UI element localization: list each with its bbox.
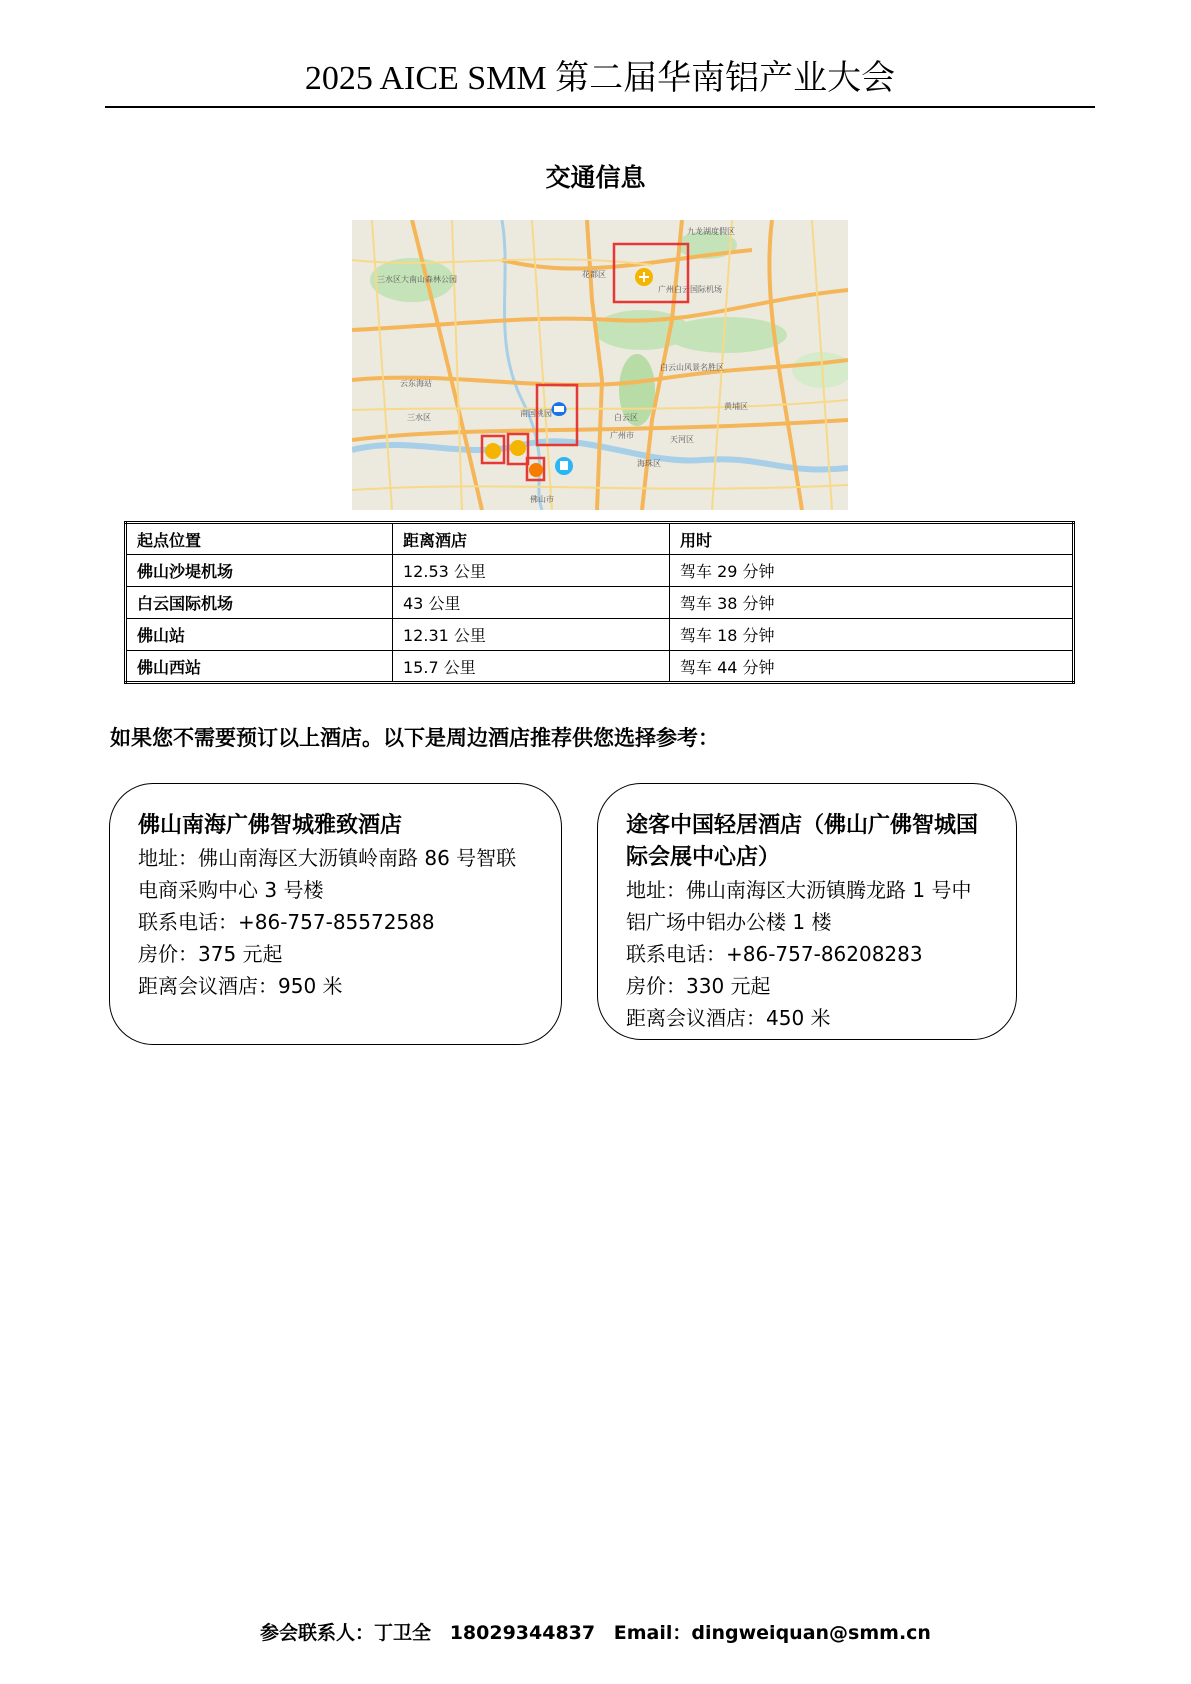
table-cell-origin: 佛山西站 [126, 651, 393, 683]
recommend-intro: 如果您不需要预订以上酒店。以下是周边酒店推荐供您选择参考： [110, 726, 719, 750]
map-label-tianhe: 天河区 [670, 435, 694, 444]
metro-glyph [560, 461, 568, 470]
map-park [667, 317, 787, 353]
hotel-address: 地址：佛山南海区大沥镇岭南路 86 号智联电商采购中心 3 号楼 [138, 846, 517, 902]
footer-contact [0, 1618, 1191, 1645]
table-cell-distance: 12.31 公里 [393, 619, 670, 651]
document-title: 2025 AICE SMM 第二届华南铝产业大会 [304, 60, 896, 97]
hotel-phone: 联系电话：+86-757-86208283 [626, 942, 923, 966]
table-cell-distance: 15.7 公里 [393, 651, 670, 683]
map-label-huadu: 花都区 [582, 270, 606, 279]
map-label-foshan: 佛山市 [530, 495, 554, 504]
table-cell-distance: 43 公里 [393, 587, 670, 619]
hotel-card [109, 783, 562, 1045]
table-header-row [126, 523, 1074, 555]
map-label-yunxi: 云东海站 [400, 379, 432, 388]
map-label-baiyun-mountain: 白云山风景名胜区 [660, 363, 724, 372]
table-cell-time: 驾车 44 分钟 [670, 651, 1074, 683]
foshan-station-icon[interactable] [529, 463, 543, 477]
hotel-distance: 距离会议酒店：950 米 [138, 974, 343, 998]
contact-email[interactable]: Email：dingweiquan@smm.cn [613, 1622, 931, 1644]
route-table [124, 521, 1075, 684]
hotel-price: 房价：330 元起 [626, 974, 771, 998]
map-label-sanshui-forest: 三水区大南山森林公园 [377, 275, 457, 284]
foshan-west-station-icon[interactable] [510, 440, 526, 456]
hotel-distance: 距离会议酒店：450 米 [626, 1006, 831, 1030]
table-row [126, 651, 1074, 683]
hotel-name: 途客中国轻居酒店（佛山广佛智城国际会展中心店） [626, 813, 979, 870]
table-header-origin: 起点位置 [126, 523, 393, 555]
map-label-haizhu: 海珠区 [637, 459, 661, 468]
map-label-airport: 广州白云国际机场 [658, 285, 722, 294]
map-label-guangzhou: 广州市 [610, 431, 634, 440]
section-title: 交通信息 [545, 163, 646, 192]
contact-phone: 18029344837 [449, 1622, 596, 1644]
contact-person: 参会联系人：丁卫全 [260, 1622, 432, 1644]
map-canvas [352, 220, 848, 510]
table-cell-origin: 佛山站 [126, 619, 393, 651]
table-row [126, 587, 1074, 619]
map-park [792, 352, 848, 388]
document-header [105, 56, 1095, 108]
table-cell-origin: 佛山沙堤机场 [126, 555, 393, 587]
table-header-time: 用时 [670, 523, 1074, 555]
table-cell-origin: 白云国际机场 [126, 587, 393, 619]
foshan-airport-icon[interactable] [485, 443, 501, 459]
hotel-price: 房价：375 元起 [138, 942, 283, 966]
table-header-distance: 距离酒店 [393, 523, 670, 555]
map-label-jiuguo: 九龙湖度假区 [687, 227, 735, 236]
table-cell-time: 驾车 29 分钟 [670, 555, 1074, 587]
map-label-nanguo: 南国桃园 [520, 409, 552, 418]
table-cell-distance: 12.53 公里 [393, 555, 670, 587]
hotel-address: 地址：佛山南海区大沥镇腾龙路 1 号中铝广场中铝办公楼 1 楼 [626, 878, 972, 934]
hotel-name: 佛山南海广佛智城雅致酒店 [138, 813, 403, 838]
map-label-sanshui: 三水区 [407, 413, 431, 422]
table-cell-time: 驾车 18 分钟 [670, 619, 1074, 651]
hotel-card [597, 783, 1017, 1040]
table-cell-time: 驾车 38 分钟 [670, 587, 1074, 619]
table-row [126, 555, 1074, 587]
map-label-baiyun: 白云区 [614, 413, 638, 422]
traffic-map[interactable] [352, 220, 848, 510]
table-row [126, 619, 1074, 651]
map-label-huangpu: 黄埔区 [724, 402, 748, 411]
hotel-phone: 联系电话：+86-757-85572588 [138, 910, 435, 934]
hotel-pin-icon[interactable] [552, 402, 567, 426]
hotel-bed-icon [554, 406, 564, 412]
